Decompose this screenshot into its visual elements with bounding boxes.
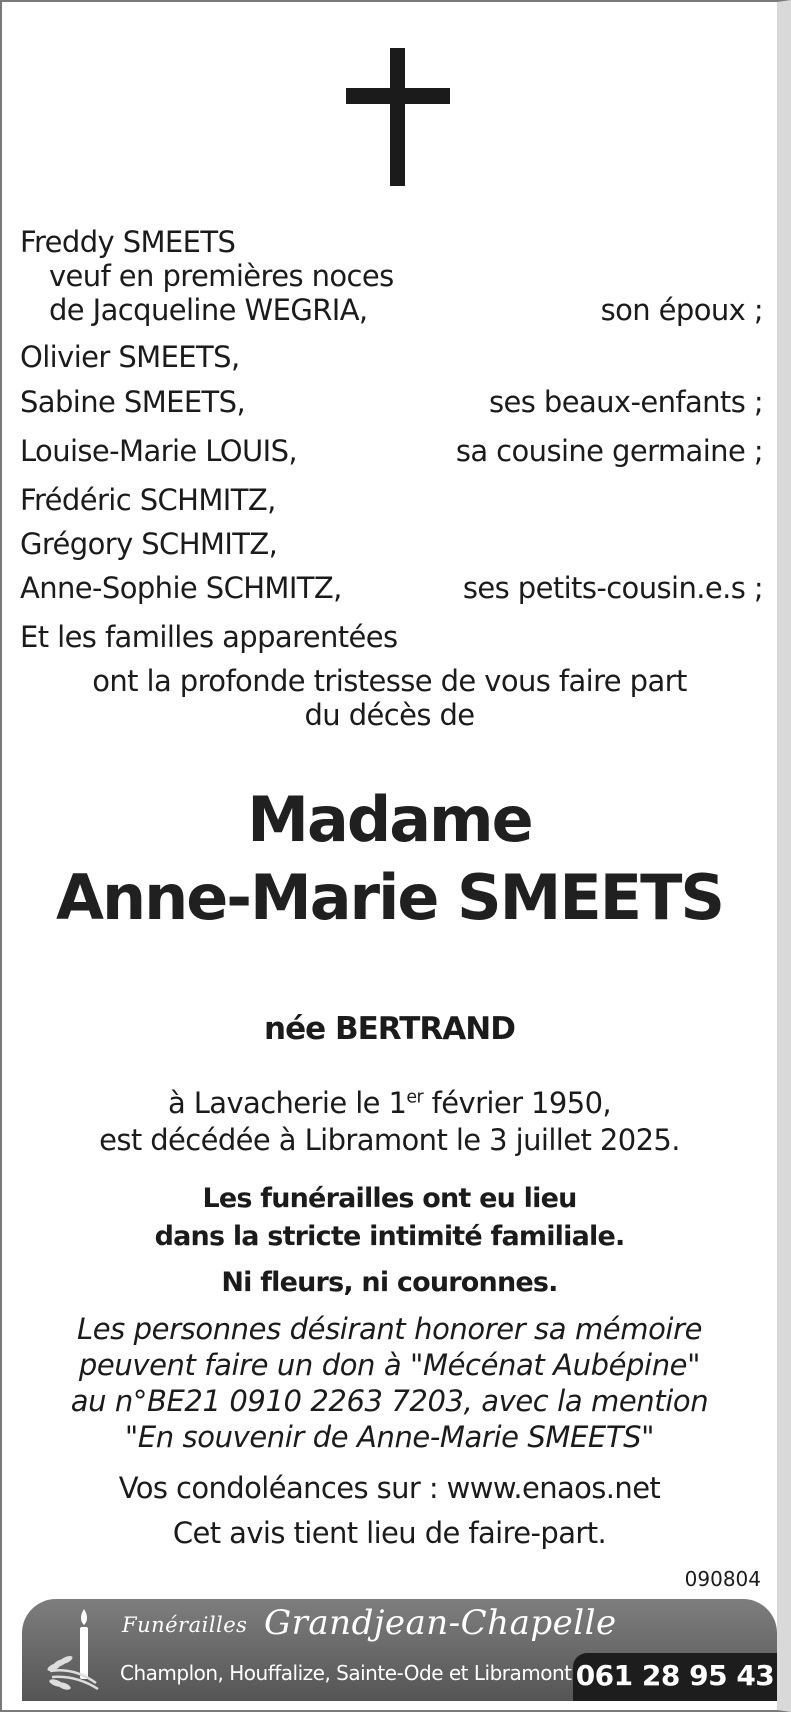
second-cousin-name: Anne-Sophie SCHMITZ,: [20, 571, 342, 605]
cousin-name: Louise-Marie LOUIS,: [20, 434, 298, 468]
maiden-name: née BERTRAND: [264, 1011, 515, 1047]
locations: Champlon, Houffalize, Sainte-Ode et Libramont: [120, 1661, 572, 1685]
husband-relation: son époux ;: [600, 293, 763, 327]
notice-line: Cet avis tient lieu de faire-part.: [172, 1516, 607, 1550]
announcement-line: du décès de: [304, 698, 475, 732]
stepchildren-relation: ses beaux-enfants ;: [489, 385, 763, 419]
reference-number: 090804: [684, 1567, 761, 1591]
funeral-info: dans la stricte intimité familiale.: [154, 1221, 625, 1252]
related-families: Et les familles apparentées: [20, 620, 398, 654]
donation-line: au n°BE21 0910 2263 7203, avec la mention: [70, 1384, 709, 1418]
second-cousin-name: Grégory SCHMITZ,: [20, 527, 278, 561]
cross-icon: [346, 48, 450, 186]
donation-line: peuvent faire un don à "Mécénat Aubépine": [78, 1348, 701, 1382]
brand-prefix: Funérailles: [122, 1613, 248, 1637]
death-info: est décédée à Libramont le 3 juillet 2025.: [99, 1123, 680, 1157]
announcement-line: ont la profonde tristesse de vous faire part: [92, 664, 687, 698]
deceased-title: Madame: [247, 783, 532, 856]
donation-line: Les personnes désirant honorer sa mémoire: [76, 1312, 703, 1346]
second-cousins-relation: ses petits-cousin.e.s ;: [462, 571, 763, 605]
stepchild-name: Olivier SMEETS,: [20, 340, 240, 374]
second-cousin-name: Frédéric SCHMITZ,: [20, 483, 276, 517]
candle-wheat-logo: [44, 1607, 124, 1695]
funeral-info: Les funérailles ont eu lieu: [202, 1183, 577, 1214]
cousin-relation: sa cousine germaine ;: [455, 434, 763, 468]
husband-note: veuf en premières noces: [49, 259, 394, 293]
condolences-link[interactable]: Vos condoléances sur : www.enaos.net: [118, 1471, 661, 1505]
deceased-name: Anne-Marie SMEETS: [55, 861, 724, 934]
no-flowers: Ni fleurs, ni couronnes.: [221, 1267, 558, 1298]
brand-name: Grandjean-Chapelle: [264, 1603, 617, 1643]
husband-name: Freddy SMEETS: [20, 225, 236, 259]
funeral-home-banner: [22, 1599, 777, 1701]
phone-number[interactable]: 061 28 95 43: [575, 1659, 775, 1692]
birth-info: à Lavacherie le 1er février 1950,: [167, 1086, 612, 1120]
stepchild-name: Sabine SMEETS,: [20, 385, 246, 419]
phone-box: [573, 1653, 777, 1701]
donation-line: "En souvenir de Anne-Marie SMEETS": [124, 1420, 655, 1454]
husband-note-first-wife: de Jacqueline WEGRIA,: [49, 293, 368, 327]
